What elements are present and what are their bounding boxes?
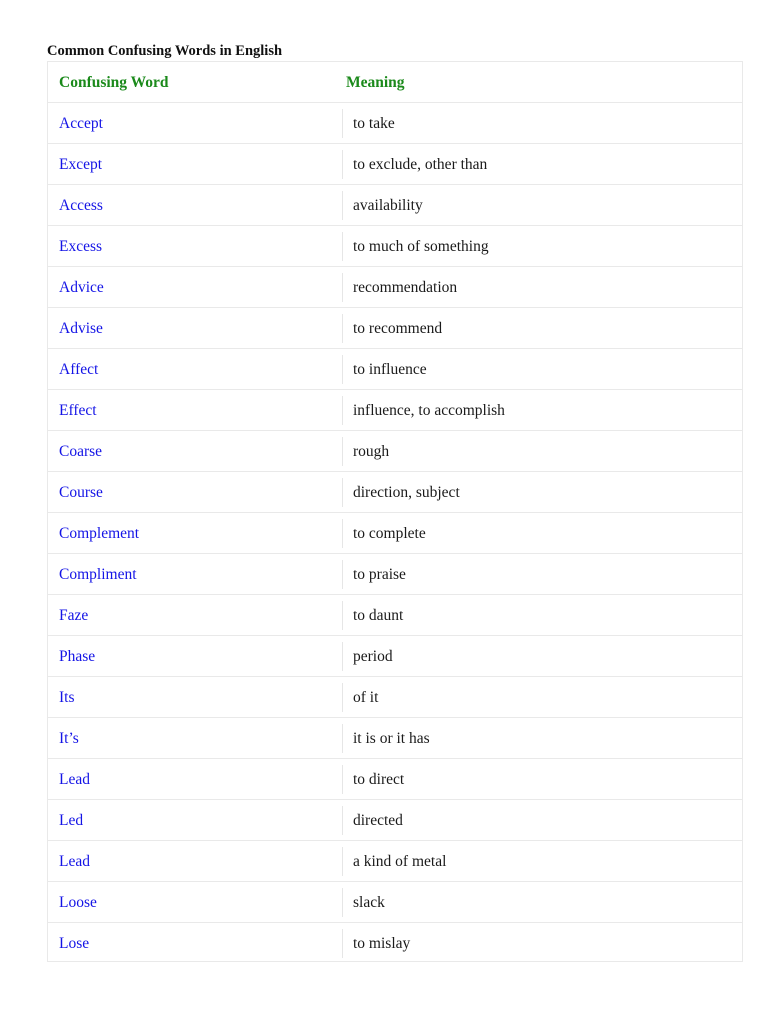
confusing-word-cell: Faze [59,607,89,624]
column-divider [342,683,343,712]
table-row [48,554,742,595]
column-divider [342,560,343,589]
meaning-cell: influence, to accomplish [353,402,505,419]
meaning-cell: period [353,648,393,665]
table-row [48,472,742,513]
column-divider [342,355,343,384]
confusing-word-cell: Effect [59,402,97,419]
table-row [48,103,742,144]
column-divider [342,396,343,425]
column-divider [342,109,343,138]
confusing-word-cell: Lose [59,935,90,952]
table-row [48,349,742,390]
table-row [48,841,742,882]
table-row [48,800,742,841]
column-divider [342,888,343,917]
confusing-word-cell: Excess [59,238,103,255]
column-divider [342,724,343,753]
column-divider [342,191,343,220]
table-row [48,636,742,677]
column-divider [342,929,343,958]
confusing-word-cell: Its [59,689,75,706]
table-row [48,185,742,226]
table-row [48,718,742,759]
header-confusing-word: Confusing Word [59,74,169,91]
confusing-word-cell: Complement [59,525,140,542]
meaning-cell: it is or it has [353,730,430,747]
column-divider [342,232,343,261]
meaning-cell: to complete [353,525,426,542]
confusing-word-cell: Loose [59,894,97,911]
confusing-word-cell: Access [59,197,103,214]
column-divider [342,478,343,507]
confusing-word-cell: Affect [59,361,99,378]
table-header-row [48,62,742,103]
confusing-word-cell: Coarse [59,443,103,460]
column-divider [342,437,343,466]
confusing-word-cell: Except [59,156,103,173]
meaning-cell: to mislay [353,935,411,952]
table-row [48,390,742,431]
table-row [48,923,742,964]
header-meaning: Meaning [346,74,405,91]
meaning-cell: to take [353,115,395,132]
table-row [48,595,742,636]
meaning-cell: of it [353,689,379,706]
column-divider [342,519,343,548]
confusing-word-cell: Led [59,812,84,829]
confusing-word-cell: Phase [59,648,96,665]
words-table [47,61,743,962]
confusing-word-cell: Course [59,484,103,501]
confusing-word-cell: Advice [59,279,104,296]
meaning-cell: rough [353,443,390,460]
table-row [48,226,742,267]
table-row [48,308,742,349]
meaning-cell: availability [353,197,423,214]
table-row [48,431,742,472]
confusing-word-cell: Accept [59,115,103,132]
column-divider [342,806,343,835]
meaning-cell: to recommend [353,320,443,337]
confusing-word-cell: Compliment [59,566,137,583]
table-row [48,677,742,718]
column-divider [342,150,343,179]
confusing-word-cell: It’s [59,730,79,747]
table-row [48,267,742,308]
meaning-cell: a kind of metal [353,853,447,870]
meaning-cell: to influence [353,361,427,378]
confusing-word-cell: Advise [59,320,103,337]
column-divider [342,765,343,794]
meaning-cell: slack [353,894,385,911]
confusing-word-cell: Lead [59,853,90,870]
meaning-cell: direction, subject [353,484,460,501]
page-title: Common Confusing Words in English [47,43,283,59]
meaning-cell: to exclude, other than [353,156,488,173]
meaning-cell: to daunt [353,607,404,624]
column-divider [342,601,343,630]
meaning-cell: to direct [353,771,405,788]
confusing-word-cell: Lead [59,771,90,788]
table-row [48,144,742,185]
meaning-cell: directed [353,812,403,829]
meaning-cell: to praise [353,566,406,583]
column-divider [342,314,343,343]
meaning-cell: recommendation [353,279,458,296]
column-divider [342,273,343,302]
column-divider [342,642,343,671]
column-divider [342,847,343,876]
table-row [48,513,742,554]
table-row [48,759,742,800]
meaning-cell: to much of something [353,238,489,255]
table-row [48,882,742,923]
